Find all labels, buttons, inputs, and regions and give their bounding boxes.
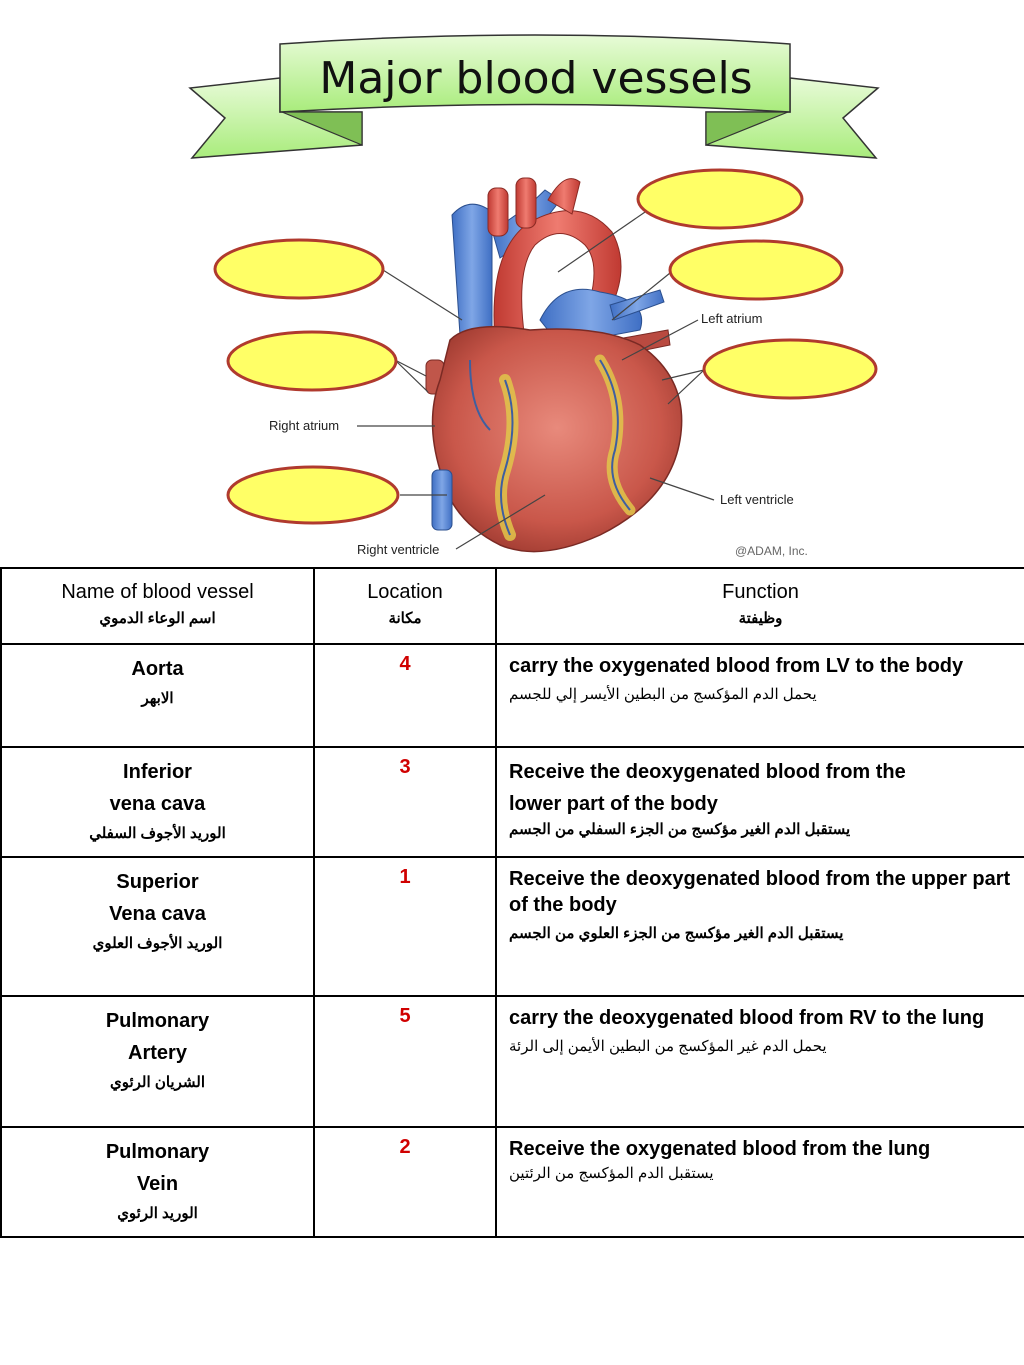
label-oval-1 <box>215 240 383 298</box>
table-row <box>1 747 1024 857</box>
copyright-text: @ADAM, Inc. <box>735 544 808 558</box>
label-oval-6 <box>704 340 876 398</box>
label-right-atrium: Right atrium <box>269 418 340 433</box>
vessel-location-cell: 3 <box>314 747 496 857</box>
vessel-function-cell: carry the deoxygenated blood from RV to the lung يحمل الدم غير المؤكسج من البطين الأيمن إلى الرئة <box>496 996 1024 1127</box>
inferior-vena-cava <box>432 470 452 530</box>
vessel-name-cell: Pulmonary Artery الشريان الرئوي <box>1 996 314 1127</box>
vessel-function-cell: Receive the deoxygenated blood from the upper part of the body يستقبل الدم الغير مؤكسج من الجزء العلوي من الجسم <box>496 857 1024 996</box>
heart-diagram <box>0 150 1024 567</box>
vessel-name-cell: Inferior vena cava الوريد الأجوف السفلي <box>1 747 314 857</box>
vessel-function-cell: carry the oxygenated blood from LV to the body يحمل الدم المؤكسج من البطين الأيسر إلي للجسم <box>496 644 1024 747</box>
header-location: Location مكانة <box>314 568 496 644</box>
vessel-location-cell: 2 <box>314 1127 496 1237</box>
vessel-name-cell: Superior Vena cava الوريد الأجوف العلوي <box>1 857 314 996</box>
blood-vessel-table <box>0 567 1024 1238</box>
label-oval-5 <box>670 241 842 299</box>
label-left-ventricle: Left ventricle <box>720 492 794 507</box>
table-row <box>1 857 1024 996</box>
header-name: Name of blood vessel اسم الوعاء الدموي <box>1 568 314 644</box>
table-row <box>1 644 1024 747</box>
vessel-name-cell: Aorta الابهر <box>1 644 314 747</box>
table-row <box>1 1127 1024 1237</box>
page-title: Major blood vessels <box>319 52 753 104</box>
label-right-ventricle: Right ventricle <box>357 542 440 557</box>
vessel-location-cell: 5 <box>314 996 496 1127</box>
superior-vena-cava <box>452 204 492 339</box>
vessel-location-cell: 1 <box>314 857 496 996</box>
label-oval-3 <box>228 467 398 523</box>
table-row <box>1 996 1024 1127</box>
vessel-location-cell: 4 <box>314 644 496 747</box>
header-function: Function وظيفتة <box>496 568 1024 644</box>
vessel-function-cell: Receive the oxygenated blood from the lung يستقبل الدم المؤكسج من الرئتين <box>496 1127 1024 1237</box>
label-oval-4 <box>638 170 802 228</box>
label-left-atrium: Left atrium <box>701 311 763 326</box>
vessel-name-cell: Pulmonary Vein الوريد الرئوي <box>1 1127 314 1237</box>
vessel-function-cell: Receive the deoxygenated blood from the lower part of the body يستقبل الدم الغير مؤكسج من الجزء السفلي من الجسم <box>496 747 1024 857</box>
label-oval-2 <box>228 332 396 390</box>
table-header-row <box>1 568 1024 644</box>
